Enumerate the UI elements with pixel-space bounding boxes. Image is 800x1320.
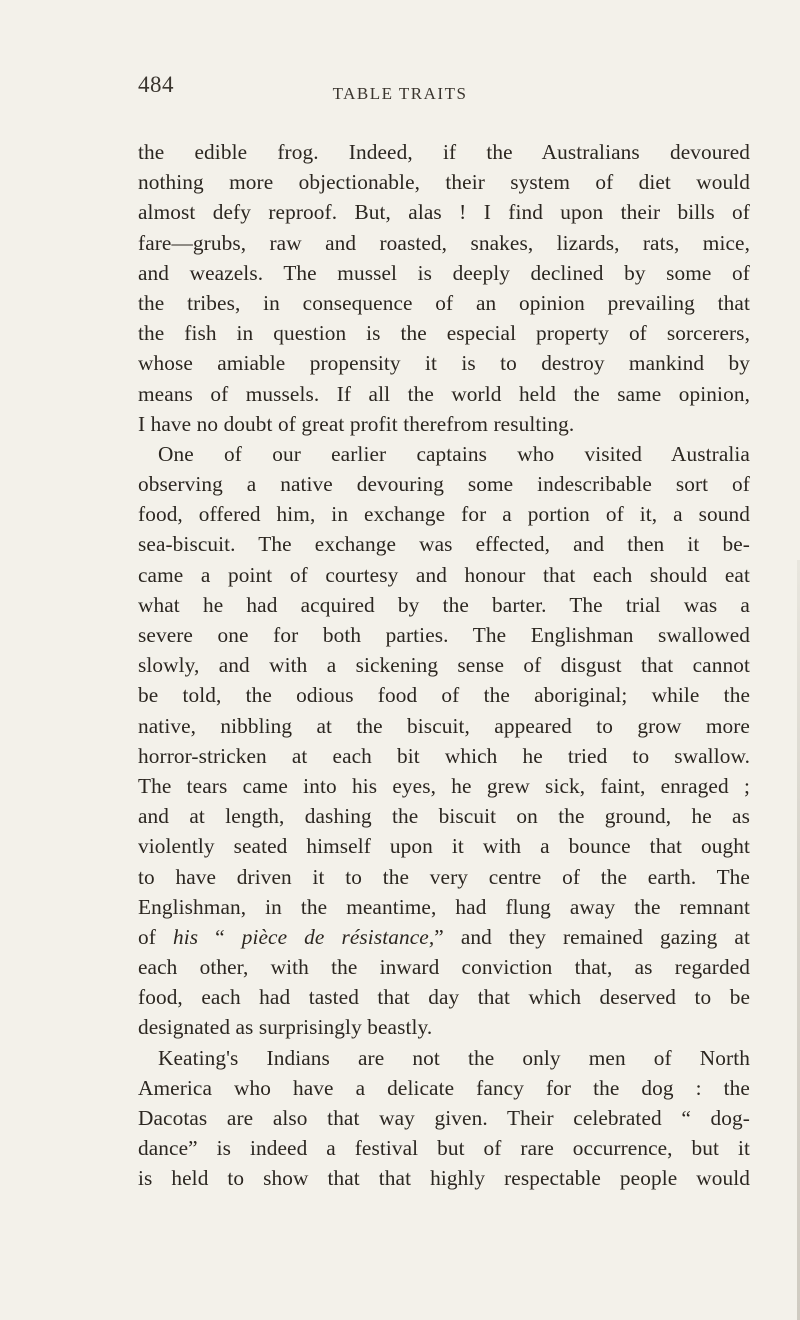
text-line: the tribes, in consequence of an opinion prevailing that — [138, 290, 750, 315]
text-line: nothing more objectionable, their system of diet would — [138, 170, 750, 195]
text-line: be told, the odious food of the aboriginal; while the — [138, 683, 750, 708]
running-head: TABLE TRAITS — [332, 84, 468, 103]
text-line: violently seated himself upon it with a bounce that ought — [138, 834, 750, 859]
text-line: means of mussels. If all the world held the same opinion, — [138, 381, 750, 406]
text-line: what he had acquired by the barter. The trial was a — [138, 592, 750, 617]
italic-text: pièce de résistance, — [241, 924, 435, 949]
text-line: almost defy reproof. But, alas ! I find upon their bills of — [138, 200, 750, 225]
text-line: native, nibbling at the biscuit, appeared to grow more — [138, 713, 750, 738]
text-line: and weazels. The mussel is deeply declined by some of — [138, 260, 750, 285]
text-line: each other, with the inward conviction that, as regarded — [138, 955, 750, 980]
text-line: food, offered him, in exchange for a portion of it, a sound — [138, 502, 750, 527]
text-line: One of our earlier captains who visited Australia — [158, 441, 750, 466]
text-line: to have driven it to the very centre of the earth. The — [138, 864, 750, 889]
text-line: severe one for both parties. The Englishman swallowed — [138, 623, 750, 647]
text-line: horror-stricken at each bit which he tried to swallow. — [138, 743, 750, 768]
text-line: The tears came into his eyes, he grew sick, faint, enraged ; — [138, 773, 750, 798]
text-line: Englishman, in the meantime, had flung away the remnant — [138, 894, 750, 919]
italic-text: his — [172, 924, 199, 949]
text-line: food, each had tasted that day that which deserved to be — [138, 985, 750, 1010]
text-line: designated as surprisingly beastly. — [138, 1015, 433, 1040]
text-line: came a point of courtesy and honour that each should eat — [138, 562, 750, 587]
text-line: and at length, dashing the biscuit on the ground, he as — [138, 804, 750, 829]
text-line: whose amiable propensity it is to destroy mankind by — [138, 351, 750, 376]
text-line: America who have a delicate fancy for the dog : the — [138, 1075, 750, 1100]
text-fragment: “ — [198, 924, 242, 949]
text-fragment: ” and they remained gazing at — [434, 924, 750, 949]
text-line: fare—grubs, raw and roasted, snakes, lizards, rats, mice, — [138, 230, 750, 255]
text-fragment: of — [138, 924, 173, 949]
text-line-italic-phrase — [138, 922, 750, 952]
page-number: 484 — [138, 72, 174, 97]
body-text — [138, 137, 750, 1194]
text-line: Dacotas are also that way given. Their celebrated “ dog- — [138, 1106, 750, 1130]
text-line: sea-biscuit. The exchange was effected, and then it be- — [138, 532, 750, 557]
text-line: slowly, and with a sickening sense of disgust that cannot — [138, 653, 750, 678]
text-line: the edible frog. Indeed, if the Australians devoured — [138, 140, 750, 164]
text-line: I have no doubt of great profit therefrom resulting. — [138, 411, 575, 436]
text-line: dance” is indeed a festival but of rare occurrence, but it — [138, 1136, 750, 1161]
text-line: is held to show that that highly respectable people would — [138, 1166, 750, 1191]
text-line: observing a native devouring some indescribable sort of — [138, 472, 750, 497]
text-line: Keating's Indians are not the only men of North — [158, 1045, 750, 1070]
text-line: the fish in question is the especial property of sorcerers, — [138, 321, 750, 346]
